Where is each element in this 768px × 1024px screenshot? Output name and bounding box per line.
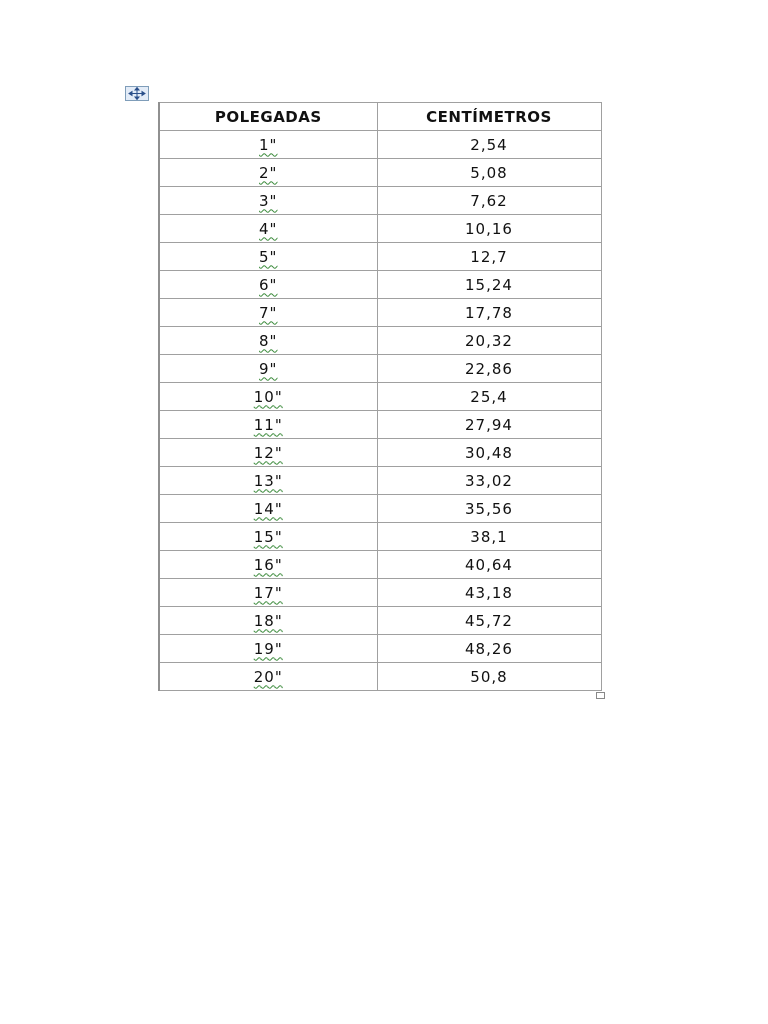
inches-cell [159, 355, 377, 383]
table-row [159, 243, 601, 271]
table-row [159, 355, 601, 383]
inches-cell [159, 523, 377, 551]
inches-value: 13" [253, 471, 283, 490]
inches-cell [159, 159, 377, 187]
inches-cell [159, 551, 377, 579]
table-row [159, 411, 601, 439]
centimeters-value: 43,18 [377, 579, 601, 607]
table-row [159, 271, 601, 299]
centimeters-value: 17,78 [377, 299, 601, 327]
table-row [159, 299, 601, 327]
table-row [159, 663, 601, 691]
inches-value: 19" [253, 639, 283, 658]
inches-value: 4" [259, 219, 278, 238]
centimeters-value: 15,24 [377, 271, 601, 299]
header-centimetros: CENTÍMETROS [377, 103, 601, 131]
inches-cell [159, 411, 377, 439]
table-header-row [159, 103, 601, 131]
inches-cell [159, 607, 377, 635]
centimeters-value: 12,7 [377, 243, 601, 271]
table-row [159, 467, 601, 495]
inches-value: 1" [259, 135, 278, 154]
table-row [159, 551, 601, 579]
inches-cell [159, 299, 377, 327]
inches-cell [159, 243, 377, 271]
inches-value: 16" [253, 555, 283, 574]
table-row [159, 523, 601, 551]
centimeters-value: 20,32 [377, 327, 601, 355]
table-resize-handle-icon[interactable] [596, 692, 605, 699]
table-row [159, 607, 601, 635]
inches-cell [159, 383, 377, 411]
table-row [159, 131, 601, 159]
table-body [159, 131, 601, 691]
inches-value: 2" [259, 163, 278, 182]
centimeters-value: 2,54 [377, 131, 601, 159]
centimeters-value: 50,8 [377, 663, 601, 691]
inches-cell [159, 271, 377, 299]
inches-value: 7" [259, 303, 278, 322]
centimeters-value: 27,94 [377, 411, 601, 439]
inches-cell [159, 187, 377, 215]
inches-cell [159, 495, 377, 523]
inches-cell [159, 635, 377, 663]
table-row [159, 579, 601, 607]
inches-value: 15" [253, 527, 283, 546]
centimeters-value: 38,1 [377, 523, 601, 551]
table-row [159, 383, 601, 411]
table-row [159, 495, 601, 523]
centimeters-value: 10,16 [377, 215, 601, 243]
inches-cell [159, 215, 377, 243]
inches-value: 20" [253, 667, 283, 686]
centimeters-value: 5,08 [377, 159, 601, 187]
header-polegadas: POLEGADAS [159, 103, 377, 131]
table-row [159, 215, 601, 243]
centimeters-value: 48,26 [377, 635, 601, 663]
centimeters-value: 40,64 [377, 551, 601, 579]
inches-value: 9" [259, 359, 278, 378]
inches-value: 10" [253, 387, 283, 406]
inches-value: 12" [253, 443, 283, 462]
inches-cell [159, 439, 377, 467]
inches-value: 11" [253, 415, 283, 434]
inches-value: 14" [253, 499, 283, 518]
inches-cell [159, 131, 377, 159]
inches-value: 8" [259, 331, 278, 350]
inches-cell [159, 663, 377, 691]
inches-value: 18" [253, 611, 283, 630]
table-row [159, 159, 601, 187]
centimeters-value: 33,02 [377, 467, 601, 495]
conversion-table [158, 102, 602, 691]
inches-value: 6" [259, 275, 278, 294]
table-row [159, 635, 601, 663]
centimeters-value: 45,72 [377, 607, 601, 635]
centimeters-value: 25,4 [377, 383, 601, 411]
centimeters-value: 30,48 [377, 439, 601, 467]
centimeters-value: 22,86 [377, 355, 601, 383]
inches-value: 5" [259, 247, 278, 266]
table-row [159, 187, 601, 215]
inches-cell [159, 327, 377, 355]
table-row [159, 439, 601, 467]
table-row [159, 327, 601, 355]
centimeters-value: 35,56 [377, 495, 601, 523]
inches-cell [159, 579, 377, 607]
table-move-handle-icon[interactable] [125, 86, 149, 101]
inches-value: 3" [259, 191, 278, 210]
inches-value: 17" [253, 583, 283, 602]
centimeters-value: 7,62 [377, 187, 601, 215]
inches-cell [159, 467, 377, 495]
